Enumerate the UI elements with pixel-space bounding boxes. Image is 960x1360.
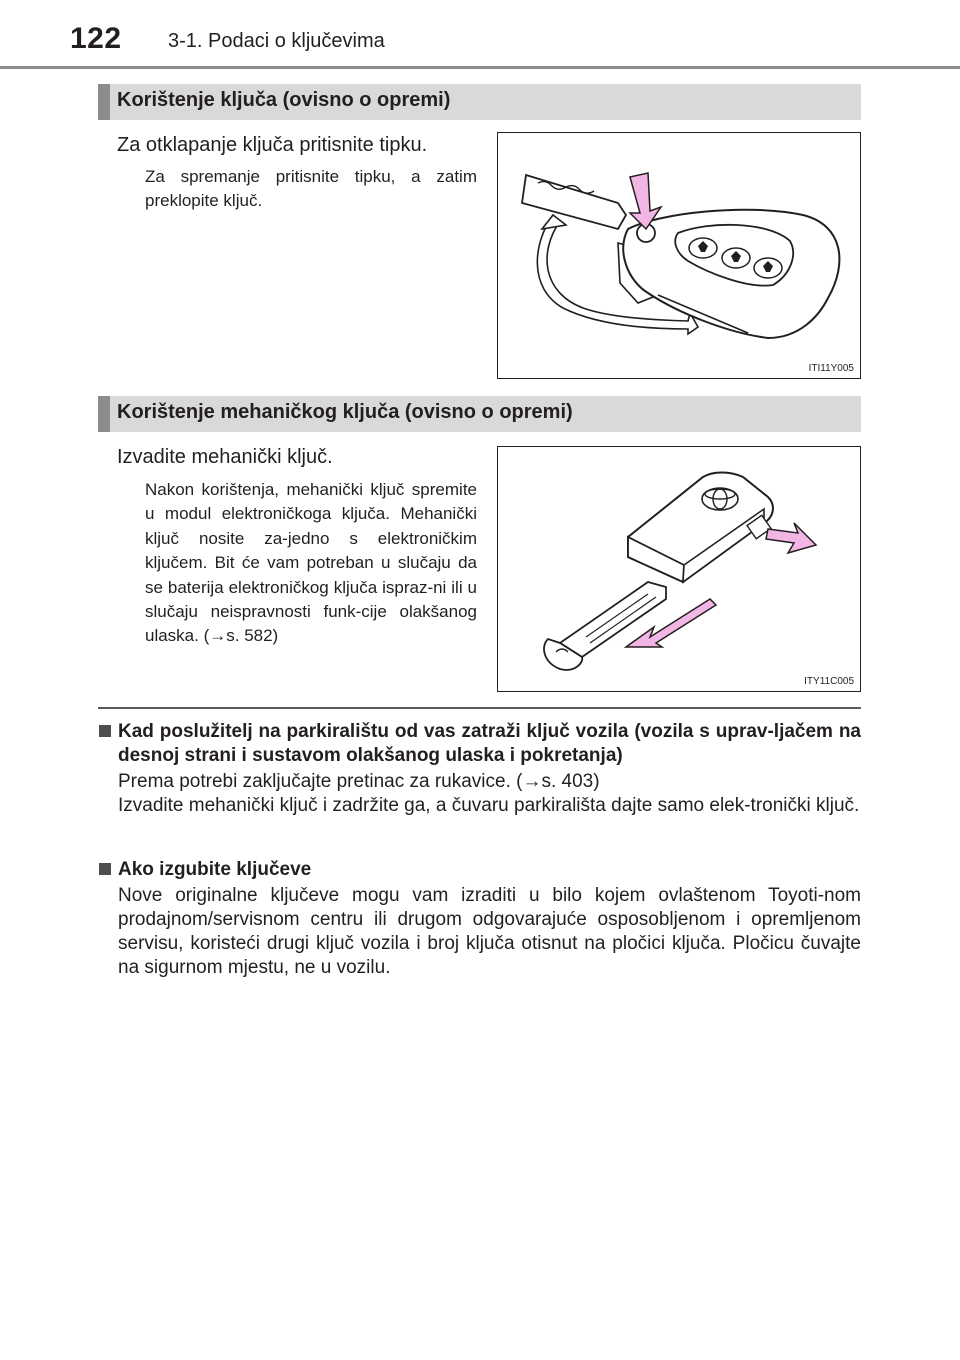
mechanical-key-illustration xyxy=(497,446,861,692)
section-divider xyxy=(98,707,861,709)
folding-key-illustration xyxy=(497,132,861,379)
section-heading-mechanical-key xyxy=(98,396,861,432)
header-divider xyxy=(0,66,960,69)
section-heading-text: Korištenje ključa (ovisno o opremi) xyxy=(117,89,451,111)
figure-code: ITI11Y005 xyxy=(808,363,854,374)
info-item-text: Izvadite mehanički ključ i zadržite ga, a čuvaru parkirališta dajte samo elek-tronički ključ. xyxy=(118,795,860,816)
folding-key-drawing xyxy=(498,133,860,378)
square-bullet-icon xyxy=(99,863,111,875)
instruction-note: Nakon korištenja, mehanički ključ spremite u modul elektroničkoga ključa. Mehanički ključ nosite za-jedno s elektroničkim ključem. Bit će vam potreban u slučaju da se baterija elektroničkog ključa ispraz-ni ili u slučaju neispravnosti funk-cije olakšanog ulaska. (→s. 582) xyxy=(145,480,477,646)
info-item-lost-keys xyxy=(98,858,861,980)
info-item-text: Nove originalne ključeve mogu vam izraditi u bilo kojem ovlaštenom Toyoti-nom prodajnom/servisnom centru ili drugom odgovarajuće osposobljenom i opremljenom servisu, koristeći drugi ključ vozila i broj ključa otisnut na pločici ključa. Pločicu čuvajte na sigurnom mjestu, ne u vozilu. xyxy=(118,885,861,978)
instruction-note: Za spremanje pritisnite tipku, a zatim preklopite ključ. xyxy=(145,167,477,211)
square-bullet-icon xyxy=(99,725,111,737)
chapter-title: 3-1. Podaci o ključevima xyxy=(168,30,385,52)
info-item-text: Prema potrebi zaključajte pretinac za rukavice. (→s. 403) xyxy=(118,771,600,792)
section-heading-text: Korištenje mehaničkog ključa (ovisno o opremi) xyxy=(117,401,573,423)
page-number: 122 xyxy=(70,22,122,55)
info-item-heading: Ako izgubite ključeve xyxy=(118,859,312,880)
info-item-valet xyxy=(98,720,861,818)
instruction-lead: Izvadite mehanički ključ. xyxy=(117,446,333,468)
figure-code: ITY11C005 xyxy=(804,676,854,687)
info-item-heading: Kad poslužitelj na parkiralištu od vas zatraži ključ vozila (vozila s uprav-ljačem na desnoj strani i sustavom olakšanog ulaska i pokretanja) xyxy=(118,721,861,766)
section-heading-key-use xyxy=(98,84,861,120)
instruction-lead: Za otklapanje ključa pritisnite tipku. xyxy=(117,134,428,156)
mechanical-key-drawing xyxy=(498,447,860,691)
